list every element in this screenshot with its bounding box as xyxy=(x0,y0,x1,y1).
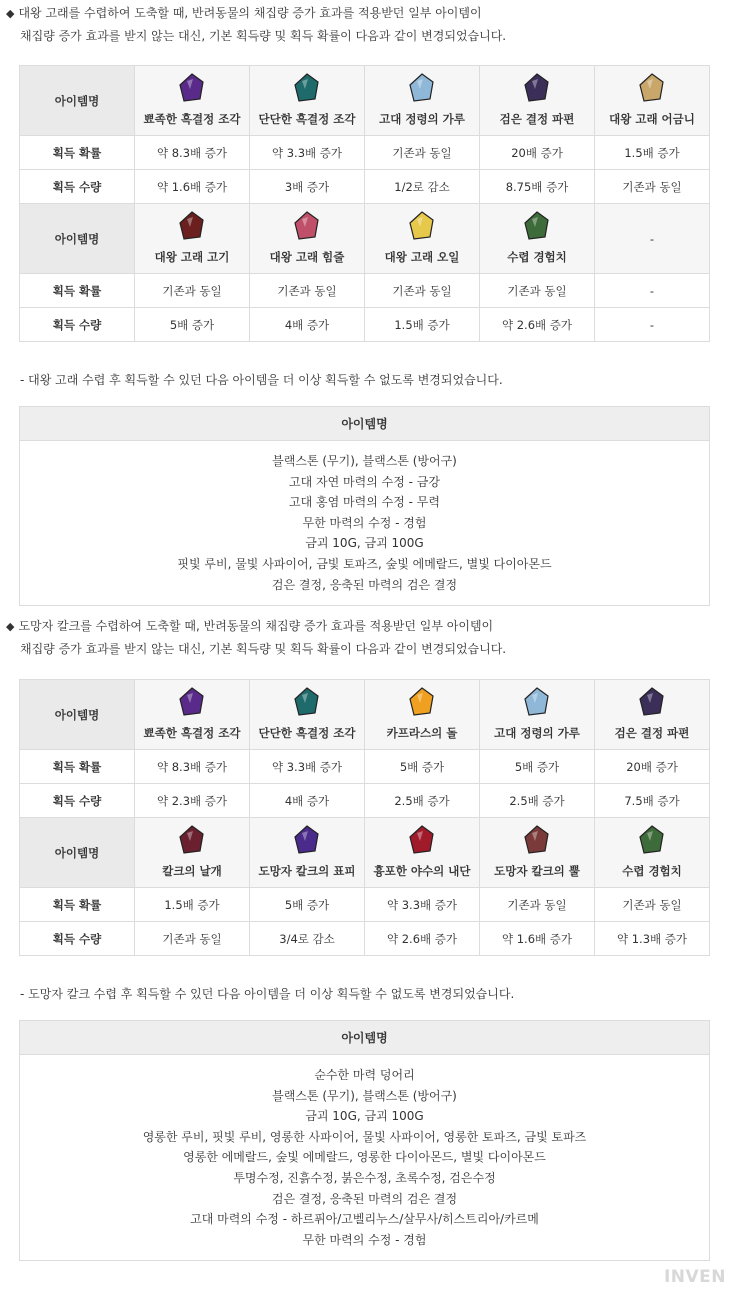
row-label-quantity: 획득 수량 xyxy=(20,922,135,956)
quantity-value: 약 2.3배 증가 xyxy=(135,784,250,818)
purple-crystal-icon xyxy=(175,685,209,719)
quantity-value: 약 1.3배 증가 xyxy=(595,922,710,956)
item-name: 뾰족한 흑결정 조각 xyxy=(143,726,241,740)
whale-tusk-icon xyxy=(635,71,669,105)
inven-watermark: INVEN xyxy=(663,1267,726,1287)
probability-value: 약 3.3배 증가 xyxy=(365,888,480,922)
item-cell xyxy=(250,204,365,274)
hunting-exp-icon xyxy=(635,823,669,857)
removed-item-line: 블랙스톤 (무기), 블랙스톤 (방어구) xyxy=(272,454,457,468)
removed-item-line: 금괴 10G, 금괴 100G xyxy=(305,1109,424,1124)
item-cell xyxy=(365,66,480,136)
quantity-value: 3/4로 감소 xyxy=(250,922,365,956)
item-cell xyxy=(365,818,480,888)
item-name: 대왕 고래 어금니 xyxy=(609,112,695,126)
empty-item-dash: - xyxy=(649,231,655,246)
item-cell xyxy=(135,680,250,750)
probability-value: 기존과 동일 xyxy=(480,274,595,308)
item-name: 고대 정령의 가루 xyxy=(494,726,580,740)
item-name: 칼크의 날개 xyxy=(162,864,222,878)
quantity-value: 2.5배 증가 xyxy=(365,784,480,818)
section1-removed-items-table xyxy=(19,406,710,606)
quantity-value: 4배 증가 xyxy=(250,784,365,818)
purple-crystal-icon xyxy=(175,71,209,105)
section1-intro-line2: 채집량 증가 효과를 받지 않는 대신, 기본 획득량 및 획득 확률이 다음과 같이 변경되었습니다. xyxy=(20,29,507,43)
quantity-value: 8.75배 증가 xyxy=(480,170,595,204)
section1-list-body xyxy=(20,441,710,606)
probability-value: 1.5배 증가 xyxy=(135,888,250,922)
item-name: 검은 결정 파편 xyxy=(499,112,575,126)
beast-core-icon xyxy=(405,823,439,857)
row-label-probability: 획득 확률 xyxy=(20,274,135,308)
probability-value: 5배 증가 xyxy=(365,750,480,784)
black-crystal-shard-icon xyxy=(520,71,554,105)
section2-note: - 도망자 칼크 수렵 후 획득할 수 있던 다음 아이템을 더 이상 획득할 수 없도록 변경되었습니다. xyxy=(20,987,515,1001)
row-label-quantity: 획득 수량 xyxy=(20,308,135,342)
removed-item-line: 고대 자연 마력의 수정 - 금강 xyxy=(289,474,440,489)
item-name: 검은 결정 파편 xyxy=(614,726,690,740)
probability-value: 5배 증가 xyxy=(480,750,595,784)
khalk-hide-icon xyxy=(290,823,324,857)
item-cell xyxy=(595,66,710,136)
item-cell xyxy=(595,680,710,750)
removed-item-line: 검은 결정, 응축된 마력의 검은 결정 xyxy=(271,577,458,592)
row-label-probability: 획득 확률 xyxy=(20,750,135,784)
spirit-powder-icon xyxy=(405,71,439,105)
section1-item-table xyxy=(19,65,710,342)
quantity-value: 5배 증가 xyxy=(135,308,250,342)
item-name: 수렵 경험치 xyxy=(622,864,682,878)
section1-intro xyxy=(6,2,506,47)
removed-item-line: 핏빛 루비, 물빛 사파이어, 금빛 토파즈, 숲빛 에메랄드, 별빛 다이아몬드 xyxy=(177,556,552,571)
row-label-item-name: 아이템명 xyxy=(20,680,135,750)
item-cell xyxy=(595,818,710,888)
removed-item-line: 순수한 마력 덩어리 xyxy=(314,1068,415,1082)
section2-intro-line1: 도망자 칼크를 수렵하여 도축할 때, 반려동물의 채집량 증가 효과를 적용받던 일부 아이템이 xyxy=(18,619,494,633)
khalk-horn-icon xyxy=(520,823,554,857)
removed-item-line: 투명수정, 진흙수정, 붉은수정, 초록수정, 검은수정 xyxy=(233,1170,496,1185)
item-cell xyxy=(250,818,365,888)
removed-item-line: 영롱한 루비, 핏빛 루비, 영롱한 사파이어, 물빛 사파이어, 영롱한 토파즈, 금빛 토파즈 xyxy=(142,1129,587,1144)
section2-intro-line2: 채집량 증가 효과를 받지 않는 대신, 기본 획득량 및 획득 확률이 다음과 같이 변경되었습니다. xyxy=(20,642,507,656)
item-name: 카프라스의 돌 xyxy=(386,726,458,740)
item-cell xyxy=(480,680,595,750)
section1-intro-line1: 대왕 고래를 수렵하여 도축할 때, 반려동물의 채집량 증가 효과를 적용받던 일부 아이템이 xyxy=(18,6,482,20)
item-name: 단단한 흑결정 조각 xyxy=(258,112,356,126)
removed-item-line: 영롱한 에메랄드, 숲빛 에메랄드, 영롱한 다이아몬드, 별빛 다이아몬드 xyxy=(183,1150,546,1165)
probability-value: 약 8.3배 증가 xyxy=(135,136,250,170)
item-cell xyxy=(250,66,365,136)
probability-value: 기존과 동일 xyxy=(365,274,480,308)
quantity-value: 3배 증가 xyxy=(250,170,365,204)
removed-item-line: 금괴 10G, 금괴 100G xyxy=(305,536,424,551)
item-cell xyxy=(480,818,595,888)
item-name: 대왕 고래 고기 xyxy=(154,250,230,264)
item-name: 고대 정령의 가루 xyxy=(379,112,465,126)
section1-note: - 대왕 고래 수렵 후 획득할 수 있던 다음 아이템을 더 이상 획득할 수 없도록 변경되었습니다. xyxy=(20,373,503,387)
item-name: 흉포한 야수의 내단 xyxy=(373,864,471,878)
probability-value: 기존과 동일 xyxy=(135,274,250,308)
row-label-item-name: 아이템명 xyxy=(20,818,135,888)
row-label-probability: 획득 확률 xyxy=(20,888,135,922)
item-cell xyxy=(135,66,250,136)
probability-value: - xyxy=(595,274,710,308)
probability-value: 20배 증가 xyxy=(480,136,595,170)
item-name: 대왕 고래 오일 xyxy=(384,250,460,264)
item-name: 도망자 칼크의 표피 xyxy=(258,864,356,878)
bullet-diamond-icon: ◆ xyxy=(6,620,15,633)
row-label-quantity: 획득 수량 xyxy=(20,170,135,204)
probability-value: 약 3.3배 증가 xyxy=(250,750,365,784)
khalk-wing-icon xyxy=(175,823,209,857)
row-label-quantity: 획득 수량 xyxy=(20,784,135,818)
black-crystal-shard-icon xyxy=(635,685,669,719)
item-name: 수렵 경험치 xyxy=(507,250,567,264)
probability-value: 기존과 동일 xyxy=(595,888,710,922)
row-label-probability: 획득 확률 xyxy=(20,136,135,170)
section2-list-body xyxy=(20,1055,710,1261)
item-name: 대왕 고래 힘줄 xyxy=(269,250,345,264)
item-cell xyxy=(135,818,250,888)
removed-item-line: 고대 홍염 마력의 수정 - 무력 xyxy=(289,495,440,510)
probability-value: 20배 증가 xyxy=(595,750,710,784)
probability-value: 기존과 동일 xyxy=(365,136,480,170)
quantity-value: 약 1.6배 증가 xyxy=(135,170,250,204)
probability-value: 기존과 동일 xyxy=(480,888,595,922)
teal-crystal-icon xyxy=(290,71,324,105)
quantity-value: 기존과 동일 xyxy=(595,170,710,204)
quantity-value: 1.5배 증가 xyxy=(365,308,480,342)
item-cell xyxy=(595,204,710,274)
section1-list-header: 아이템명 xyxy=(20,407,710,441)
quantity-value: 약 2.6배 증가 xyxy=(365,922,480,956)
item-cell xyxy=(365,204,480,274)
whale-tendon-icon xyxy=(290,209,324,243)
quantity-value: 7.5배 증가 xyxy=(595,784,710,818)
quantity-value: 1/2로 감소 xyxy=(365,170,480,204)
removed-item-line: 고대 마력의 수정 - 하르퓌아/고벨리누스/살무사/히스트리아/카르메 xyxy=(190,1212,539,1227)
spirit-powder-icon xyxy=(520,685,554,719)
item-cell xyxy=(135,204,250,274)
section2-removed-items-table xyxy=(19,1020,710,1261)
item-cell xyxy=(480,66,595,136)
item-cell xyxy=(480,204,595,274)
quantity-value: 기존과 동일 xyxy=(135,922,250,956)
removed-item-line: 검은 결정, 응축된 마력의 검은 결정 xyxy=(271,1191,458,1206)
whale-oil-icon xyxy=(405,209,439,243)
item-name: 뾰족한 흑결정 조각 xyxy=(143,112,241,126)
removed-item-line: 무한 마력의 수정 - 경험 xyxy=(302,1232,427,1247)
item-cell xyxy=(250,680,365,750)
section2-intro xyxy=(6,615,506,660)
quantity-value: 4배 증가 xyxy=(250,308,365,342)
whale-meat-icon xyxy=(175,209,209,243)
quantity-value: - xyxy=(595,308,710,342)
probability-value: 5배 증가 xyxy=(250,888,365,922)
probability-value: 약 3.3배 증가 xyxy=(250,136,365,170)
quantity-value: 2.5배 증가 xyxy=(480,784,595,818)
bullet-diamond-icon: ◆ xyxy=(6,7,15,20)
row-label-item-name: 아이템명 xyxy=(20,204,135,274)
item-name: 도망자 칼크의 뿔 xyxy=(494,864,580,878)
row-label-item-name: 아이템명 xyxy=(20,66,135,136)
removed-item-line: 무한 마력의 수정 - 경험 xyxy=(302,515,427,530)
item-name: 단단한 흑결정 조각 xyxy=(258,726,356,740)
probability-value: 약 8.3배 증가 xyxy=(135,750,250,784)
hunting-exp-icon xyxy=(520,209,554,243)
caphras-stone-icon xyxy=(405,685,439,719)
quantity-value: 약 1.6배 증가 xyxy=(480,922,595,956)
item-cell xyxy=(365,680,480,750)
quantity-value: 약 2.6배 증가 xyxy=(480,308,595,342)
section2-list-header: 아이템명 xyxy=(20,1021,710,1055)
probability-value: 1.5배 증가 xyxy=(595,136,710,170)
probability-value: 기존과 동일 xyxy=(250,274,365,308)
teal-crystal-icon xyxy=(290,685,324,719)
removed-item-line: 블랙스톤 (무기), 블랙스톤 (방어구) xyxy=(272,1088,457,1103)
section2-item-table xyxy=(19,679,710,956)
